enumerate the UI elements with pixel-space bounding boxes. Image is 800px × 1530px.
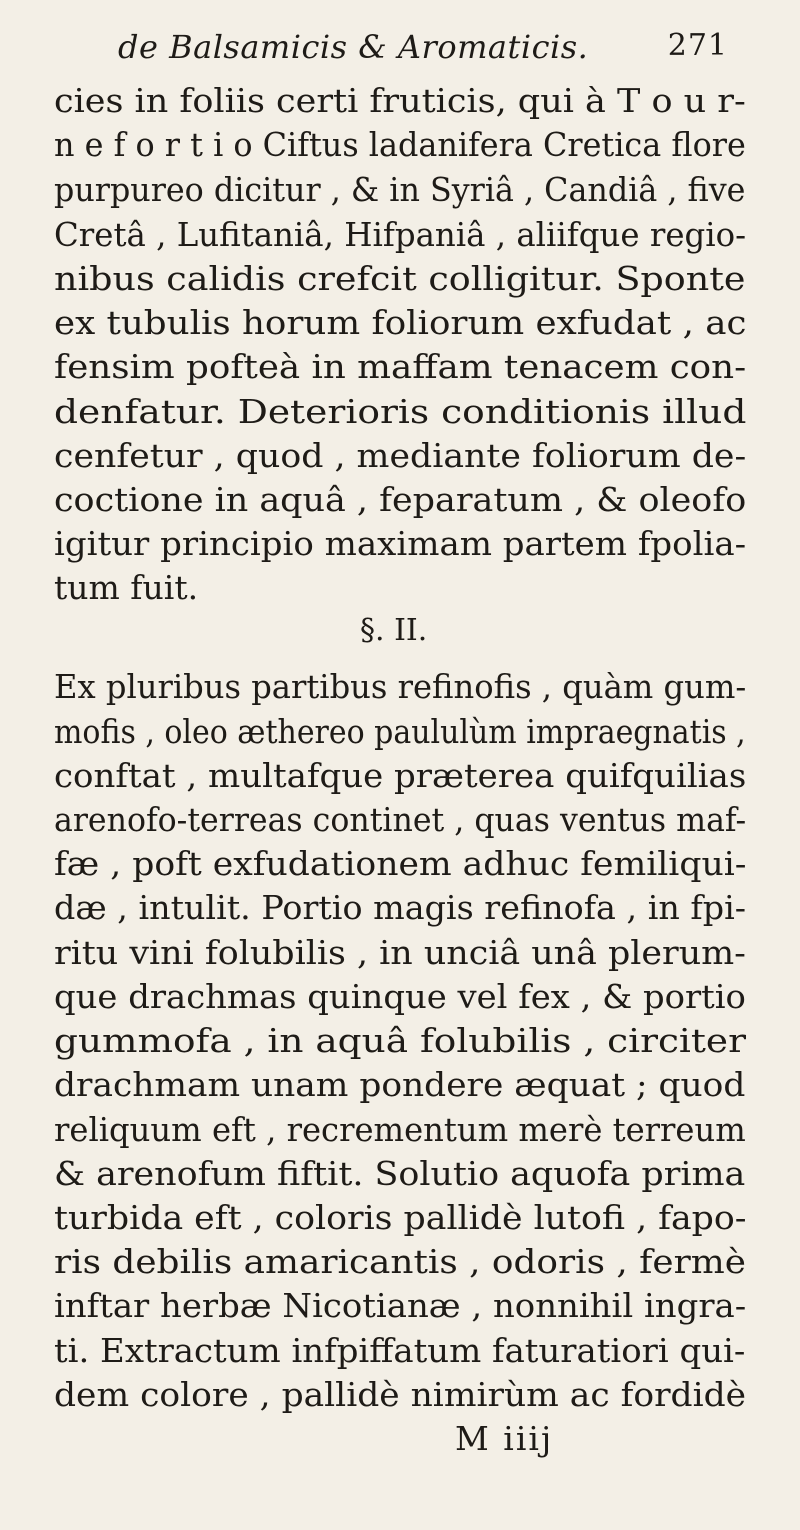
- text-line: cies in foliis certi fruticis, qui à T o u r-: [54, 81, 746, 120]
- text-line: arenofo-terreas continet , quas ventus maf-: [54, 800, 747, 839]
- text-line: drachmam unam pondere æquat ; quod: [54, 1065, 746, 1104]
- text-line: dem colore , pallidè nimirùm ac fordidè: [54, 1375, 747, 1414]
- text-line: reliquum eft , recrementum merè terreum: [54, 1110, 746, 1149]
- text-line: conftat , multafque præterea quifquilias: [54, 756, 747, 795]
- text-line: cenfetur , quod , mediante foliorum de-: [54, 436, 747, 475]
- text-line: inftar herbæ Nicotianæ , nonnihil ingra-: [54, 1286, 747, 1325]
- text-line: igitur principio maximam partem fpolia-: [54, 524, 747, 563]
- text-line: que drachmas quinque vel fex , & portio: [54, 977, 746, 1016]
- text-line: n e f o r t i o Ciftus ladanifera Cretica flore: [54, 125, 746, 164]
- section-heading: §. II.: [360, 613, 428, 648]
- text-line: mofis , oleo æthereo paululùm impraegnatis ,: [54, 712, 746, 751]
- text-line: denfatur. Deterioris conditionis illud: [54, 392, 747, 431]
- text-line: gummofa , in aquâ folubilis , circiter: [54, 1021, 746, 1060]
- text-line: Cretâ , Lufitaniâ, Hifpaniâ , aliifque regio-: [54, 215, 747, 254]
- text-line: tum fuit.: [54, 568, 199, 607]
- text-line: turbida eft , coloris pallidè lutofi , fapo-: [54, 1198, 747, 1237]
- text-line: coctione in aquâ , feparatum , & oleofo: [54, 480, 747, 519]
- text-line: ex tubulis horum foliorum exfudat , ac: [54, 303, 747, 342]
- page-number: 271: [667, 28, 728, 63]
- text-line: purpureo dicitur , & in Syriâ , Candiâ , five: [54, 170, 746, 209]
- text-line: & arenofum fiftit. Solutio aquofa prima: [54, 1154, 746, 1193]
- catchword: M iiij: [455, 1419, 554, 1458]
- text-line: fæ , poft exfudationem adhuc femiliqui-: [54, 844, 747, 883]
- running-title: de Balsamicis & Aromaticis.: [118, 28, 589, 66]
- running-head: [118, 28, 728, 68]
- text-line: fensim pofteà in maffam tenacem con-: [54, 347, 747, 386]
- text-line: ris debilis amaricantis , odoris , fermè: [54, 1242, 746, 1281]
- text-line: nibus calidis crefcit colligitur. Sponte: [54, 259, 746, 298]
- text-line: dæ , intulit. Portio magis refinofa , in fpi-: [54, 888, 747, 927]
- text-line: ti. Extractum infpiffatum faturatiori qui-: [54, 1331, 746, 1370]
- text-line: ritu vini folubilis , in unciâ unâ plerum-: [54, 933, 746, 972]
- text-line: Ex pluribus partibus refinofis , quàm gum-: [54, 667, 747, 706]
